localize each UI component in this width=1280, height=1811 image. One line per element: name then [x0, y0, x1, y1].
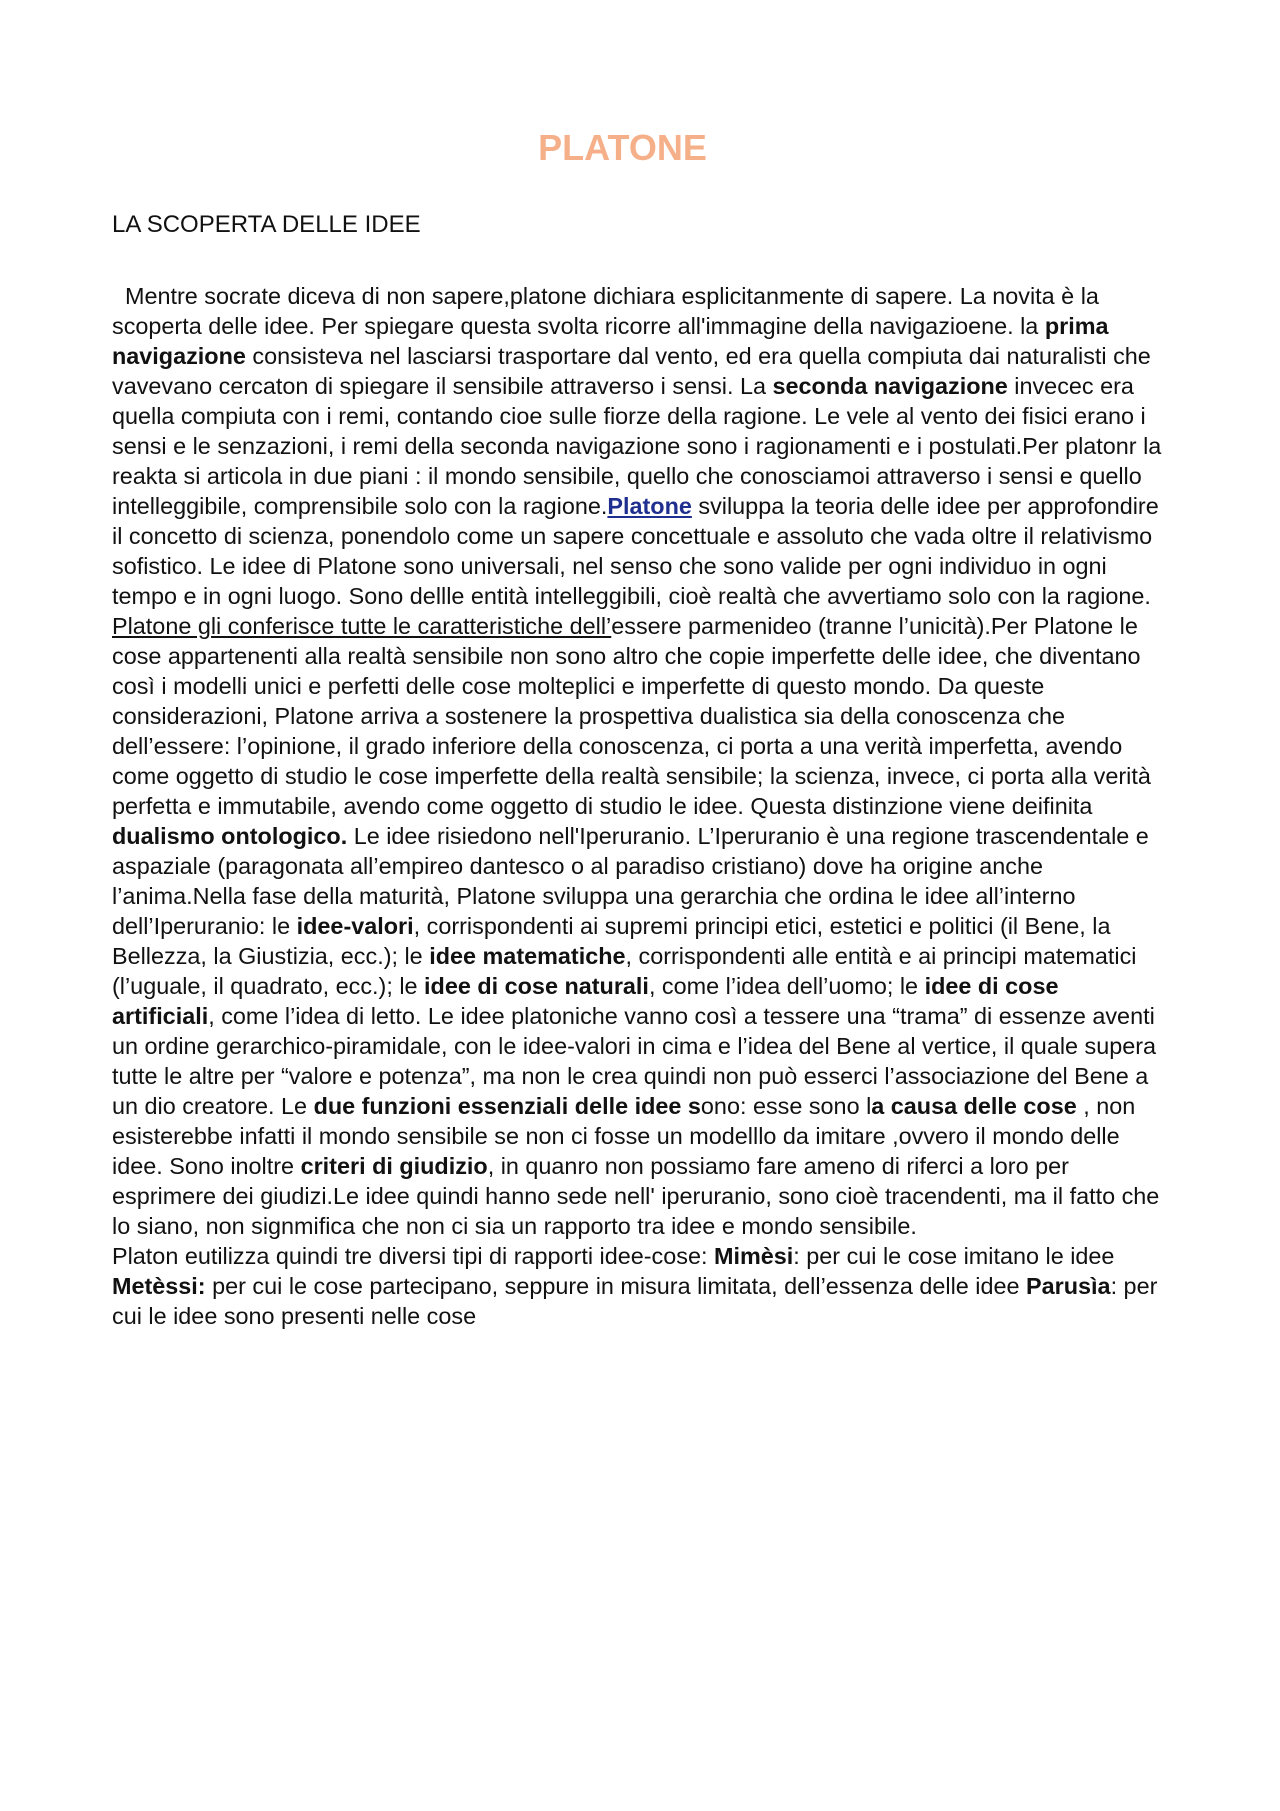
text-run: , corrispondenti alle entità e ai principi matematici (l’uguale, il quadrato, ecc.); le [112, 943, 1137, 999]
document-title: PLATONE [538, 127, 707, 168]
text-run: : per cui le cose imitano le idee [793, 1243, 1115, 1269]
text-run: , come l’idea dell’uomo; le [648, 973, 925, 999]
bold-term-due-funzioni: due funzioni essenziali delle idee s [313, 1093, 701, 1119]
section-heading: LA SCOPERTA DELLE IDEE [112, 211, 421, 238]
text-run: , corrispondenti ai supremi principi etici, estetici e politici (il Bene, la Bellezza, la Giustizia, ecc.); le [112, 913, 1111, 969]
bold-term-causa-delle-cose: a causa delle cose [871, 1093, 1077, 1119]
bold-term-parusia: Parusìa [1026, 1273, 1111, 1299]
text-run: consisteva nel lasciarsi trasportare dal vento, ed era quella compiuta dai naturalisti che vavevano cercaton di spiegare il sensibile attraverso i sensi. La [112, 343, 1151, 399]
text-run: essere parmenideo (tranne l’unicità).Per Platone le cose appartenenti alla realtà sensibile non sono altro che copie imperfette delle idee, che diventano così i modelli unici e perfetti delle cose molteplici e imperfette di questo mondo. Da queste considerazioni, Platone arriva a sostenere la prospettiva dualistica sia della conoscenza che dell’essere: l’opinione, il grado inferiore della conoscenza, ci porta a una verità imperfetta, avendo come oggetto di studio le cose imperfette della realtà sensibile; la scienza, invece, ci porta alla verità perfetta e immutabile, avendo come oggetto di studio le idee. Questa distinzione viene deifinita [112, 613, 1151, 819]
text-run: , in quanro non possiamo fare ameno di riferci a loro per esprimere dei giudizi.Le idee quindi hanno sede nell' iperuranio, sono cioè tracendenti, ma il fatto che lo siano, non signmifica che non ci sia un rapporto tra idee e mondo sensibile. [112, 1153, 1160, 1239]
bold-term-dualismo-ontologico: dualismo ontologico. [112, 823, 348, 849]
bold-term-criteri-di-giudizio: criteri di giudizio [300, 1153, 488, 1179]
bold-term-seconda-navigazione: seconda navigazione [772, 373, 1008, 399]
underlined-text: Platone gli conferisce tutte le caratteristiche dell’ [112, 613, 612, 639]
platone-link[interactable]: Platone [607, 493, 692, 519]
bold-term-idee-cose-artificiali: idee di cose artificiali [112, 973, 1059, 1029]
text-run: invecec era quella compiuta con i remi, contando cioe sulle fiorze della ragione. Le vele al vento dei fisici erano i sensi e le senzazioni, i remi della seconda navigazione sono i ragionamenti e i postulati.Per platonr la reakta si articola in due piani : il mondo sensibile, quello che conosciamoi attraverso i sensi e quello intelleggibile, comprensibile solo con la ragione. [112, 373, 1162, 519]
bold-term-mimesi: Mimèsi [713, 1243, 794, 1269]
text-run: : per cui le idee sono presenti nelle cose [112, 1273, 1158, 1329]
text-run: , non esisterebbe infatti il mondo sensibile se non ci fosse un modelllo da imitare ,ovvero il mondo delle idee. Sono inoltre [112, 1093, 1136, 1179]
paragraph-main [112, 281, 1162, 1241]
paragraph-rapporti [112, 1241, 1162, 1331]
bold-term-metessi: Metèssi: [112, 1273, 206, 1299]
bold-term-idee-valori: idee-valori [296, 913, 414, 939]
text-run: , come l’idea di letto. Le idee platoniche vanno così a tessere una “trama” di essenze aventi un ordine gerarchico-piramidale, con le idee-valori in cima e l’idea del Bene al vertice, il quale supera tutte le altre per “valore e potenza”, ma non le crea quindi non può esserci l’associazione del Bene a un dio creatore. Le [112, 1003, 1157, 1119]
bold-term-prima-navigazione: prima navigazione [112, 313, 1109, 369]
body-text [112, 281, 1162, 1331]
text-run: Platon eutilizza quindi tre diversi tipi di rapporti idee-cose: [112, 1243, 714, 1269]
text-run: ono: esse sono l [700, 1093, 872, 1119]
text-run: per cui le cose partecipano, seppure in misura limitata, dell’essenza delle idee [205, 1273, 1027, 1299]
bold-term-idee-matematiche: idee matematiche [429, 943, 626, 969]
bold-term-idee-cose-naturali: idee di cose naturali [424, 973, 649, 999]
text-run: sviluppa la teoria delle idee per approfondire il concetto di scienza, ponendolo come un sapere concettuale e assoluto che vada oltre il relativismo sofistico. Le idee di Platone sono universali, nel senso che sono valide per ogni individuo in ogni tempo e in ogni luogo. Sono dellle entità intelleggibili, cioè realtà che avvertiamo solo con la ragione. [112, 493, 1159, 609]
text-run: Mentre socrate diceva di non sapere,platone dichiara esplicitanmente di sapere. La novita è la scoperta delle idee. Per spiegare questa svolta ricorre all'immagine della navigazioene. la [112, 283, 1099, 339]
text-run: Le idee risiedono nell'Iperuranio. L’Iperuranio è una regione trascendentale e aspaziale (paragonata all’empireo dantesco o al paradiso cristiano) dove ha origine anche l’anima.Nella fase della maturità, Platone sviluppa una gerarchia che ordina le idee all’interno dell’Iperuranio: le [112, 823, 1149, 939]
